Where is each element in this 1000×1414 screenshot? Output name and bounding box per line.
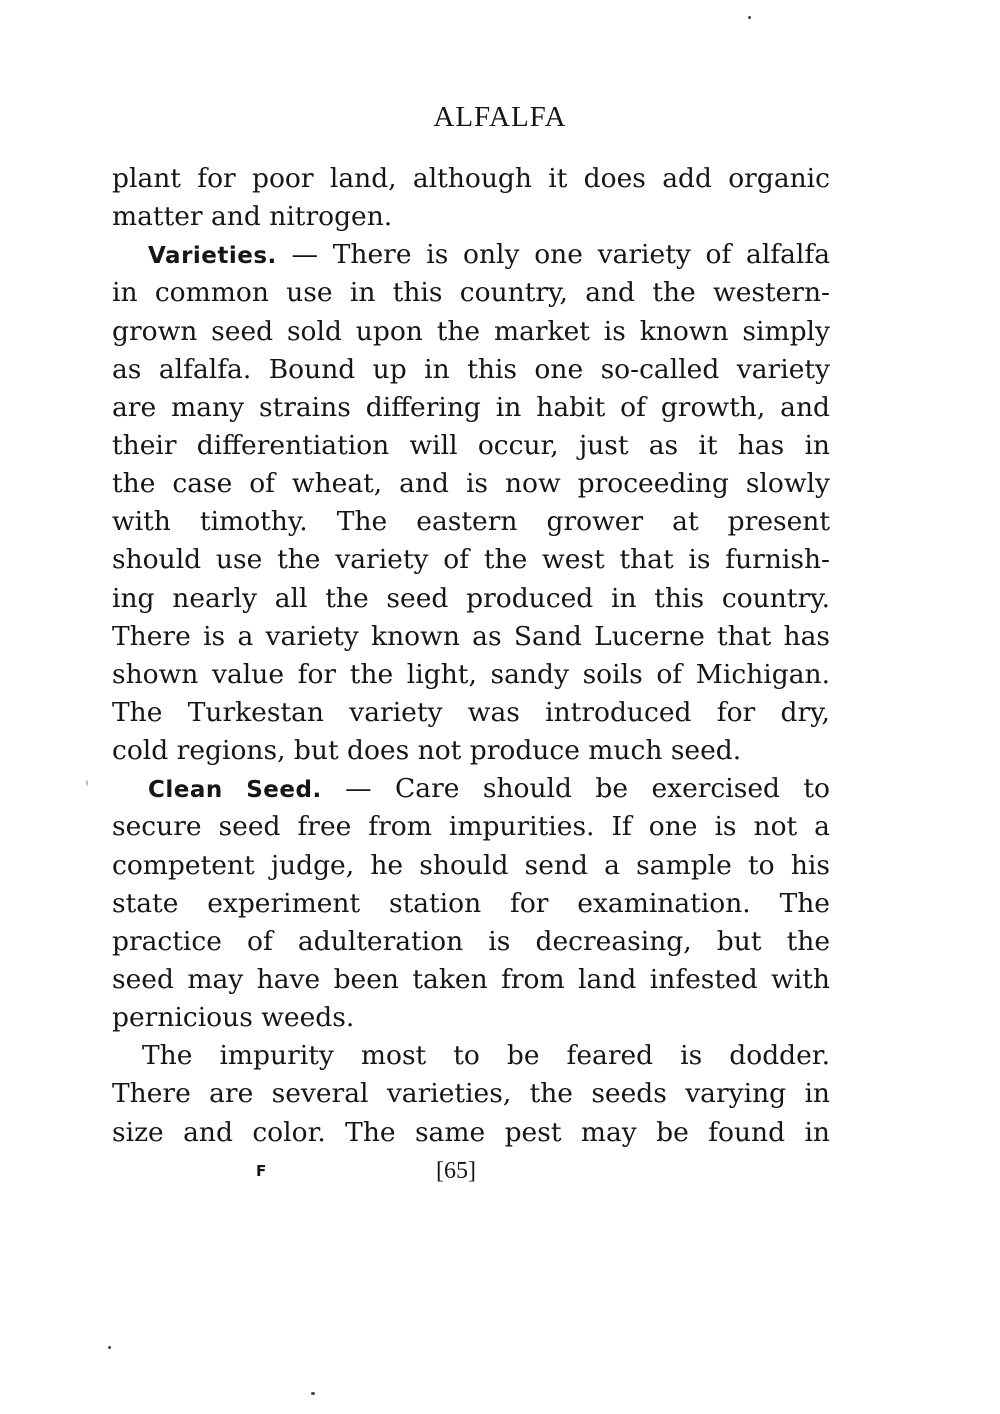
text-line: The Turkestan variety was introduced for dry, (112, 696, 830, 728)
text-line: plant for poor land, although it does add organic (112, 163, 830, 194)
page-footer (0, 1158, 1000, 1188)
text-line: secure seed free from impurities. If one is not a (112, 811, 830, 843)
text-line: their differentiation will occur, just as it has in (112, 429, 830, 461)
text-run: — There is only one variety of alfalfa (276, 239, 830, 271)
text-line: the case of wheat, and is now proceeding slowly (112, 468, 830, 500)
text-line: state experiment station for examination. The (112, 887, 830, 919)
text-line: size and color. The same pest may be found in (112, 1116, 830, 1148)
text-line: matter and nitrogen. (112, 201, 393, 233)
signature-mark: F (256, 1162, 267, 1180)
sidehead-clean-seed: Clean Seed. (148, 777, 322, 804)
text-line: seed may have been taken from land infested with (112, 963, 830, 995)
scan-speck (311, 1392, 315, 1395)
text-line: ing nearly all the seed produced in this country. (112, 582, 830, 614)
text-line: There are several varieties, the seeds varying in (112, 1078, 830, 1110)
text-line: The impurity most to be feared is dodder. (142, 1040, 830, 1072)
text-line: grown seed sold upon the market is known simply (112, 315, 830, 347)
text-line: competent judge, he should send a sample to his (112, 849, 830, 881)
text-line: pernicious weeds. (112, 1002, 355, 1034)
scan-speck (86, 780, 88, 786)
text-line: practice of adulteration is decreasing, but the (112, 925, 830, 957)
text-line: shown value for the light, sandy soils of Michigan. (112, 658, 830, 690)
text-line: with timothy. The eastern grower at present (112, 506, 830, 538)
text-line: as alfalfa. Bound up in this one so-called variety (112, 353, 830, 385)
scan-speck (108, 1346, 111, 1349)
text-line: should use the variety of the west that is furnish- (112, 544, 830, 576)
page-number: [65] (436, 1158, 476, 1184)
text-line (112, 770, 830, 808)
running-head: ALFALFA (433, 101, 567, 133)
scan-speck (748, 16, 751, 19)
text-run: — Care should be exercised to (321, 773, 830, 805)
text-line: in common use in this country, and the western- (112, 277, 830, 309)
text-line: There is a variety known as Sand Lucerne that has (112, 620, 830, 652)
text-line (112, 236, 830, 274)
body-text (112, 160, 830, 1152)
text-line: cold regions, but does not produce much seed. (112, 735, 742, 767)
text-line: are many strains differing in habit of growth, and (112, 391, 830, 423)
sidehead-varieties: Varieties. (148, 243, 277, 270)
